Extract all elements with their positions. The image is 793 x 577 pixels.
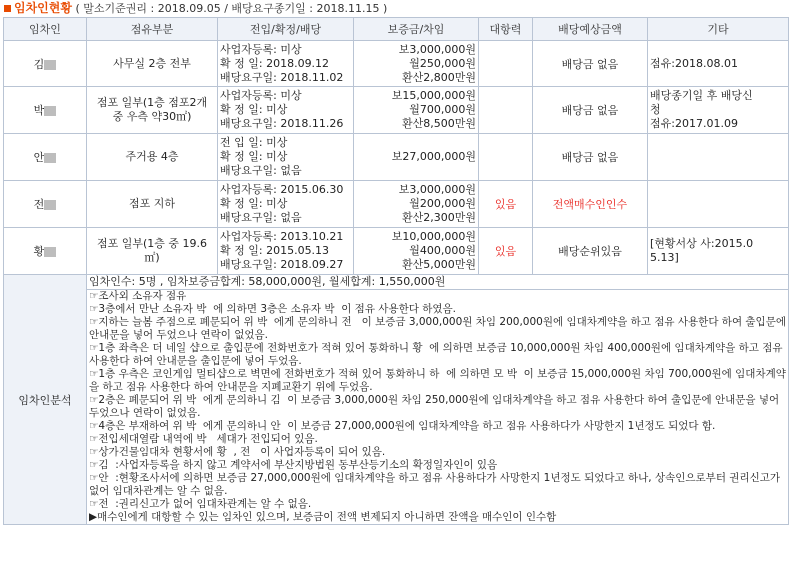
tenant-row	[4, 181, 789, 228]
occupied-part-line: 점포 일부(1층 점포2개	[96, 96, 208, 109]
date-line: 배당요구일: 2018.11.26	[220, 117, 344, 130]
tenant-row	[4, 87, 789, 134]
dividend-cell: 배당순위있음	[533, 228, 648, 275]
etc-cell	[648, 181, 789, 228]
redacted-name-mask	[44, 200, 56, 210]
opposing-cell	[479, 41, 533, 87]
col-header-etc: 기타	[648, 18, 789, 41]
opposing-cell	[479, 87, 533, 134]
tenant-name: 안	[33, 151, 45, 164]
date-line: 배당요구일: 2018.09.27	[220, 258, 344, 271]
etc-line: 배당종기일 후 배당신	[650, 89, 753, 102]
occupied-part-line: 사무실 2층 전부	[113, 56, 191, 70]
dates-cell	[218, 181, 354, 228]
deposit-line: 환산5,000만원	[402, 258, 476, 271]
occupied-part-line: 점포 일부(1층 중 19.6	[96, 237, 208, 250]
redacted-name-mask	[44, 153, 56, 163]
analysis-note: ▶매수인에게 대항할 수 있는 임차인 있으며, 보증금이 전액 변제되지 아니하면 잔액을 매수인이 인수함	[89, 511, 557, 523]
deposit-line: 보27,000,000원	[391, 150, 476, 163]
analysis-notes	[89, 290, 790, 524]
date-line: 배당요구일: 없음	[220, 164, 302, 177]
deposit-line: 월700,000원	[409, 103, 476, 116]
dates-cell	[218, 87, 354, 134]
occupied-part-cell	[87, 181, 218, 228]
deposit-line: 월250,000원	[409, 56, 476, 70]
tenant-name-cell	[4, 134, 87, 181]
occupied-part-cell	[87, 134, 218, 181]
analysis-note: ☞2층은 폐문되어 위 박 에게 문의하니 김 이 보증금 3,000,000원 차임 250,000원에 임대차계약을 하고 점유 사용한다 하여 출입문에 안내문을 넣어 두었으나 연락이 없었음.	[89, 394, 783, 419]
tenant-name: 김	[33, 57, 45, 71]
col-header-opposing: 대항력	[479, 18, 533, 41]
dividend-cell: 배당금 없음	[533, 87, 648, 134]
deposit-line: 월200,000원	[409, 197, 476, 210]
occupied-part-line: 중 우측 약30㎡)	[112, 110, 192, 123]
redacted-name-mask	[44, 247, 56, 257]
date-line: 사업자등록: 2015.06.30	[220, 183, 344, 196]
dividend-cell: 전액매수인인수	[533, 181, 648, 228]
analysis-notes-row	[4, 290, 789, 525]
deposit-line: 보10,000,000원	[391, 230, 476, 243]
occupied-part-cell	[87, 87, 218, 134]
dates-cell	[218, 228, 354, 275]
deposit-line: 보3,000,000원	[398, 183, 476, 196]
date-line: 사업자등록: 미상	[220, 42, 302, 56]
analysis-note: ☞전입세대열람 내역에 박 세대가 전입되어 있음.	[89, 433, 318, 445]
orange-square-bullet-icon	[4, 5, 11, 12]
occupied-part-line: ㎡)	[144, 251, 160, 264]
etc-line: 점유:2018.08.01	[650, 56, 738, 70]
date-line: 확 정 일: 미상	[220, 150, 288, 163]
date-line: 확 정 일: 2018.09.12	[220, 56, 330, 70]
etc-line: [현황서상 사:2015.0	[650, 237, 754, 250]
analysis-summary: 임차인수: 5명 , 임차보증금합계: 58,000,000원, 월세합계: 1,550,000원	[89, 275, 446, 288]
analysis-note: ☞지하는 늘봄 주점으로 폐문되어 위 박 에게 문의하니 전 이 보증금 3,000,000원 차임 200,000원에 임대차계약을 하고 점유 사용한다 하여 출입문에 안내문을 넣어 두었으나 연락이 없었음.	[89, 316, 790, 341]
dividend-cell: 배당금 없음	[533, 41, 648, 87]
etc-cell	[648, 134, 789, 181]
col-header-tenant: 임차인	[4, 18, 87, 41]
date-line: 확 정 일: 미상	[220, 103, 288, 116]
deposit-cell	[354, 87, 479, 134]
col-header-deposit: 보증금/차임	[354, 18, 479, 41]
occupied-part-line: 점포 지하	[128, 197, 175, 210]
tenant-name-cell	[4, 228, 87, 275]
date-line: 확 정 일: 2015.05.13	[220, 244, 330, 257]
analysis-label: 임차인분석	[4, 275, 87, 525]
tenant-row	[4, 41, 789, 87]
deposit-line: 환산8,500만원	[402, 117, 476, 130]
occupied-part-cell	[87, 228, 218, 275]
dividend-cell: 배당금 없음	[533, 134, 648, 181]
occupied-part-cell	[87, 41, 218, 87]
analysis-note: ☞3층에서 만난 소유자 박 에 의하면 3층은 소유자 박 이 점유 사용한다 하였음.	[89, 303, 456, 315]
tenant-name: 황	[33, 245, 45, 258]
deposit-line: 월400,000원	[409, 244, 476, 257]
title-subtitle: ( 말소기준권리 : 2018.09.05 / 배당요구종기일 : 2018.11.15 )	[75, 2, 388, 15]
etc-line: 청	[650, 103, 661, 116]
tenant-name: 전	[33, 198, 45, 211]
etc-line: 5.13]	[650, 251, 679, 264]
deposit-line: 보3,000,000원	[398, 42, 476, 56]
tenant-row	[4, 134, 789, 181]
opposing-cell: 있음	[479, 181, 533, 228]
redacted-name-mask	[44, 106, 56, 116]
table-header-row	[4, 18, 789, 41]
date-line: 배당요구일: 2018.11.02	[220, 70, 344, 84]
analysis-note: ☞1층 좌측은 더 네일 샵으로 출입문에 전화번호가 적혀 있어 통화하니 황 에 의하면 보증금 10,000,000원 차임 400,000원에 임대차계약을 하고 점유 사용한다 하여 안내문을 출입문에 넣어 두었음.	[89, 342, 786, 367]
section-title	[4, 0, 387, 16]
deposit-cell	[354, 181, 479, 228]
dates-cell	[218, 134, 354, 181]
etc-cell	[648, 228, 789, 275]
analysis-note: ☞전 :권리신고가 없어 임대차관계는 알 수 없음.	[89, 498, 312, 510]
analysis-row	[4, 275, 789, 290]
occupied-part-line: 주거용 4층	[125, 150, 179, 163]
deposit-line: 환산2,800만원	[402, 70, 476, 84]
analysis-note: ☞조사외 소유자 점유	[89, 290, 187, 302]
date-line: 확 정 일: 미상	[220, 197, 288, 210]
deposit-cell	[354, 134, 479, 181]
tenant-table	[3, 17, 789, 525]
analysis-note: ☞4층은 부재하여 위 박 에게 문의하니 안 이 보증금 27,000,000원에 임대차계약을 하고 점유 사용하다가 사망한지 1년정도 되었다 함.	[89, 420, 716, 432]
deposit-cell	[354, 41, 479, 87]
dates-cell	[218, 41, 354, 87]
col-header-dividend: 배당예상금액	[533, 18, 648, 41]
tenant-name-cell	[4, 181, 87, 228]
deposit-cell	[354, 228, 479, 275]
tenant-name-cell	[4, 41, 87, 87]
tenant-row	[4, 228, 789, 275]
col-header-dates: 전입/확정/배당	[218, 18, 354, 41]
redacted-name-mask	[44, 60, 56, 70]
analysis-note: ☞상가건물임대차 현황서에 황 , 전 이 사업자등록이 되어 있음.	[89, 446, 386, 458]
date-line: 사업자등록: 2013.10.21	[220, 230, 344, 243]
opposing-cell: 있음	[479, 228, 533, 275]
analysis-notes-cell	[87, 290, 789, 525]
etc-cell	[648, 41, 789, 87]
deposit-line: 보15,000,000원	[391, 89, 476, 102]
analysis-note: ☞1층 우측은 코인게임 멀티샵으로 벽면에 전화번호가 적혀 있어 통화하니 하 에 의하면 모 박 이 보증금 15,000,000원 차임 700,000원에 임대차계약을 하고 점유 사용한다 하여 안내문을 지폐교환기 위에 두었음.	[89, 368, 786, 393]
analysis-summary-cell	[87, 275, 789, 290]
date-line: 사업자등록: 미상	[220, 89, 302, 102]
date-line: 전 입 일: 미상	[220, 136, 288, 149]
col-header-part: 점유부분	[87, 18, 218, 41]
deposit-line: 환산2,300만원	[402, 211, 476, 224]
analysis-note: ☞안 :현황조사서에 의하면 보증금 27,000,000원에 임대차계약을 하고 점유 사용하다가 사망한지 1년정도 되었다고 하나, 상속인으로부터 권리신고가 없어 임대차관계는 알 수 없음.	[89, 472, 784, 497]
etc-cell	[648, 87, 789, 134]
opposing-cell	[479, 134, 533, 181]
etc-line: 점유:2017.01.09	[650, 117, 738, 130]
tenant-name-cell	[4, 87, 87, 134]
tenant-name: 박	[33, 104, 45, 117]
title-text: 임차인현황	[14, 1, 72, 15]
date-line: 배당요구일: 없음	[220, 211, 302, 224]
analysis-note: ☞김 :사업자등록을 하지 않고 계약서에 부산지방법원 동부산등기소의 확정일자인이 있음	[89, 459, 498, 471]
